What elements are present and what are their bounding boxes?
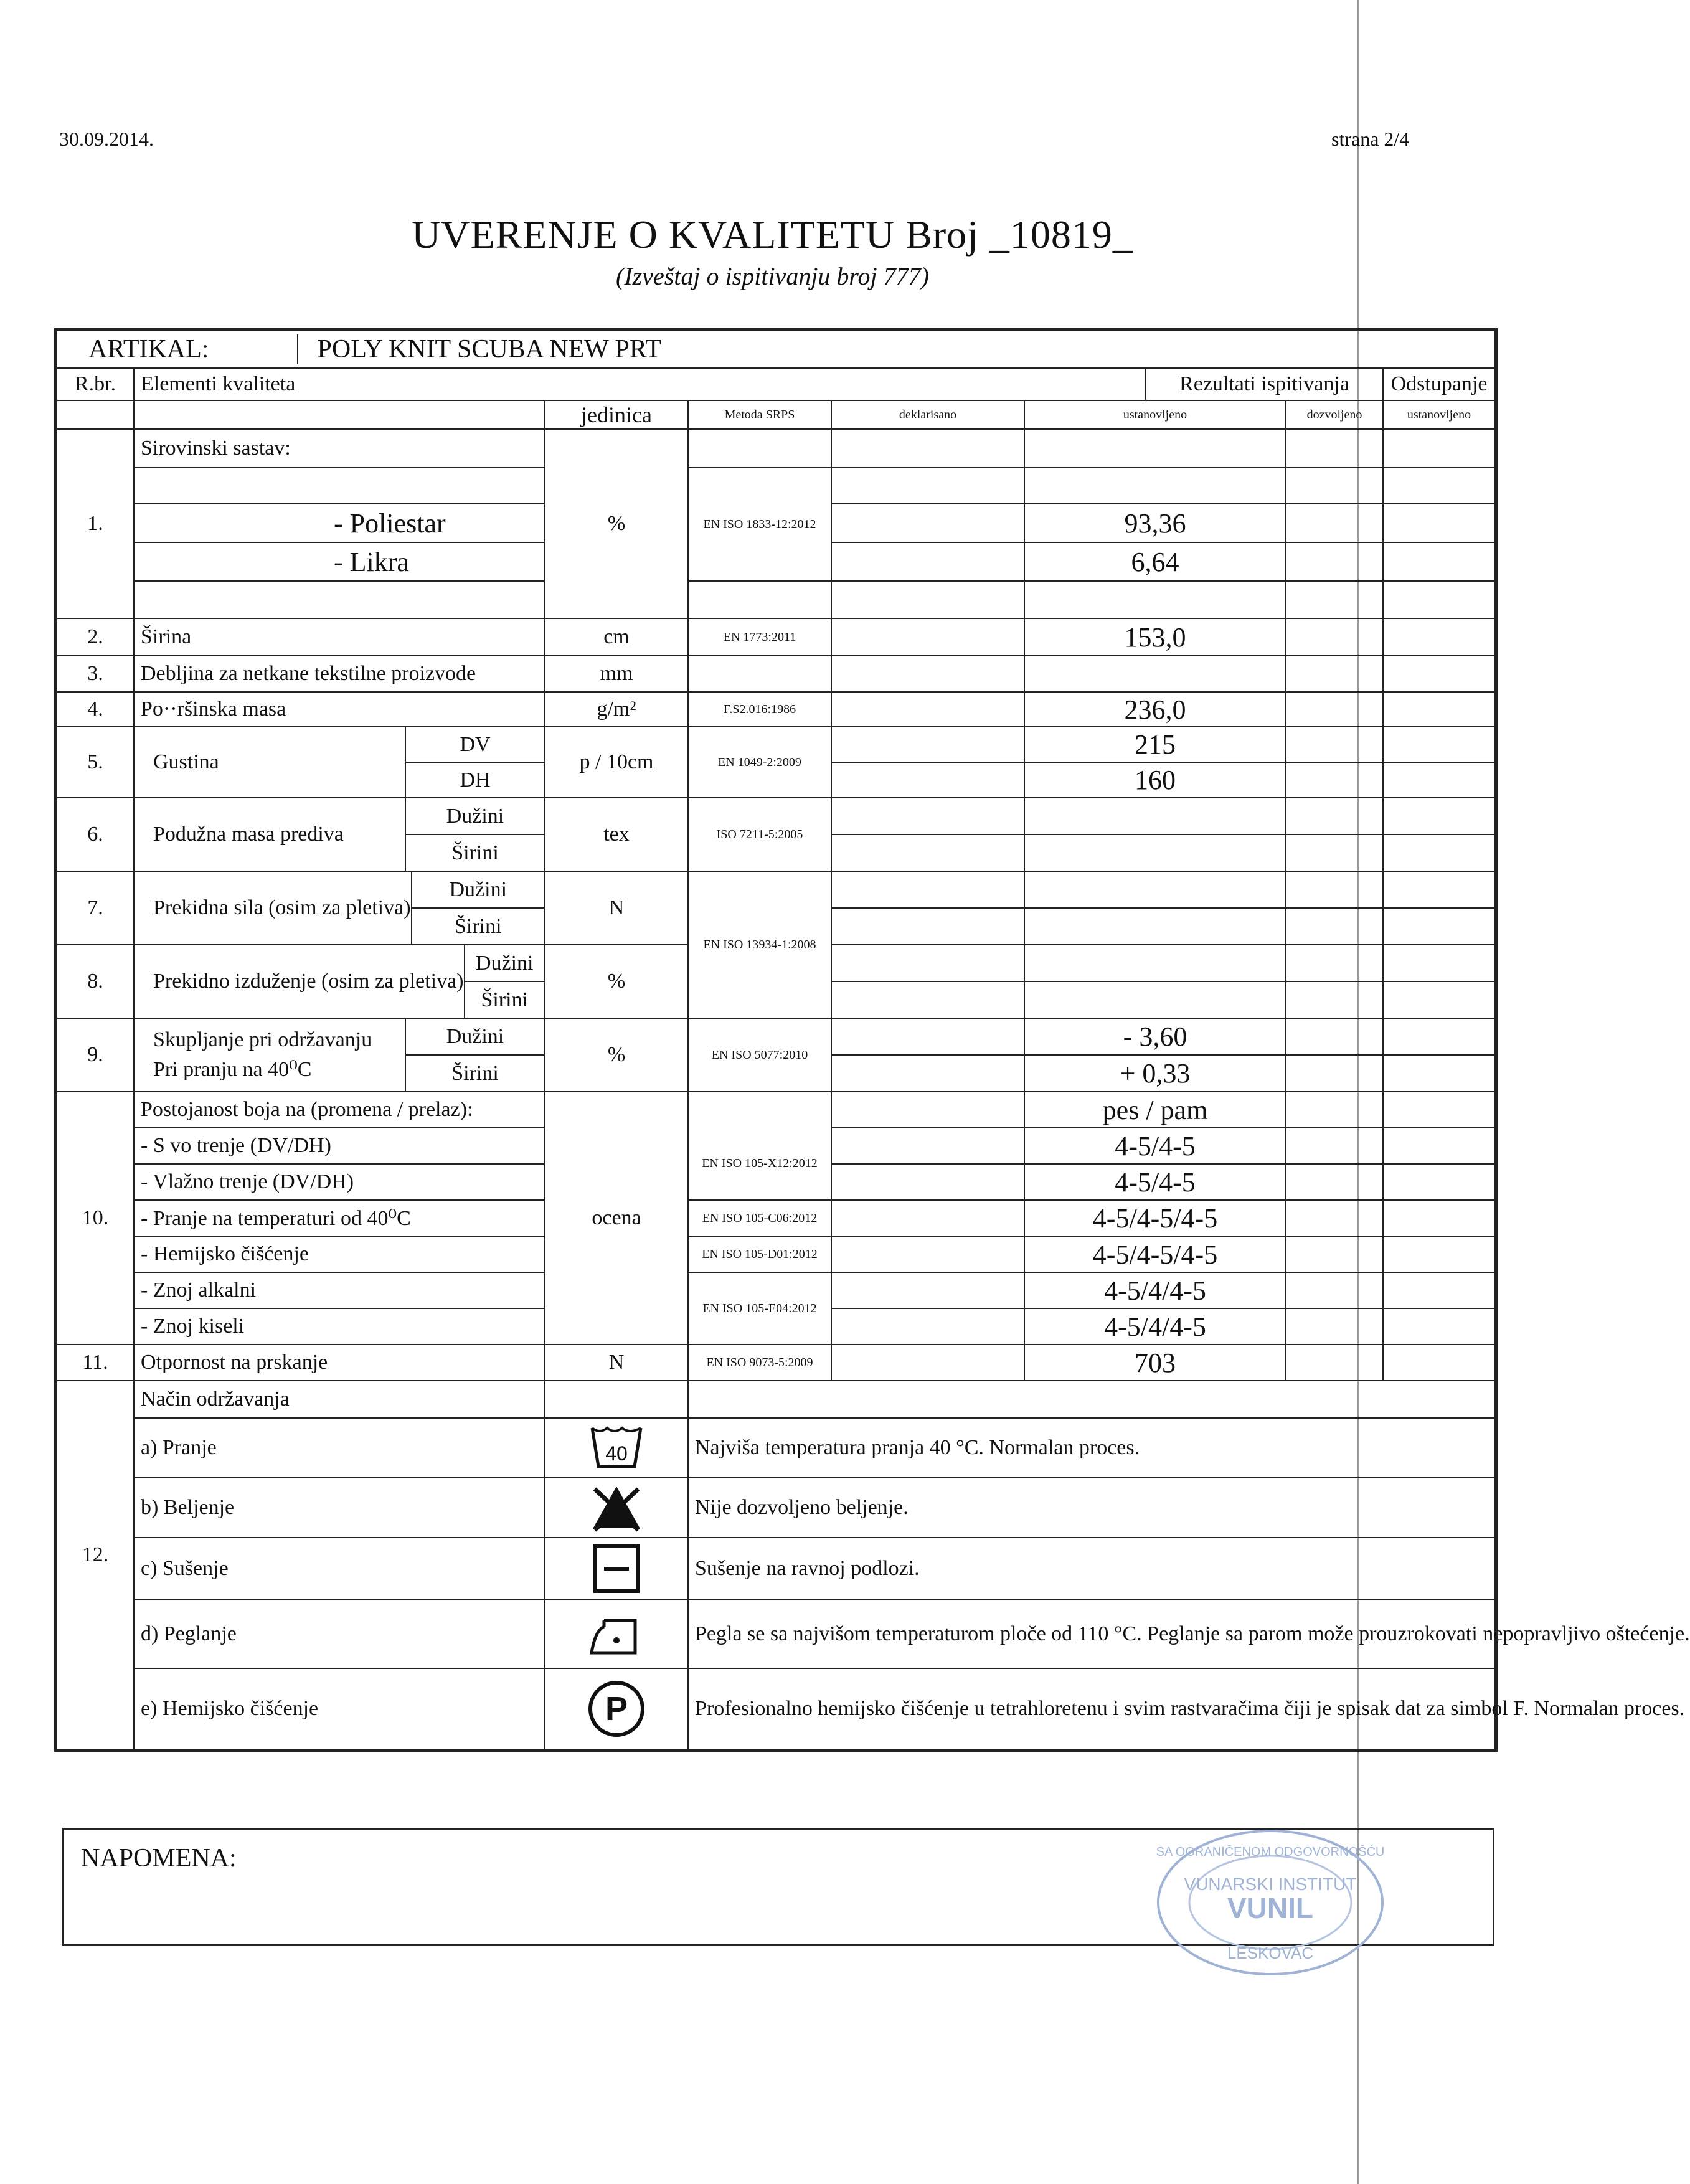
length-value: - 3,60 bbox=[1024, 1018, 1286, 1055]
row-number: 7. bbox=[57, 871, 134, 945]
svg-text:SA OGRANIČENOM ODGOVORNOŠĆU: SA OGRANIČENOM ODGOVORNOŠĆU bbox=[1156, 1845, 1385, 1859]
row-5-dv bbox=[57, 727, 1495, 762]
dry-clean-p-icon bbox=[587, 1679, 646, 1739]
care-description: Nije dozvoljeno beljenje. bbox=[688, 1478, 1495, 1538]
row-1-label bbox=[57, 429, 1495, 468]
item-label: - Pranje na temperaturi od 40⁰C bbox=[134, 1200, 545, 1236]
svg-text:P: P bbox=[605, 1690, 628, 1728]
method-cell: EN ISO 5077:2010 bbox=[688, 1018, 831, 1092]
item-label: - Hemijsko čišćenje bbox=[134, 1236, 545, 1272]
row-label: Postojanost boja na (promena / prelaz): bbox=[134, 1092, 545, 1128]
dh-value: 160 bbox=[1024, 762, 1286, 798]
care-description: Profesionalno hemijsko čišćenje u tetrahloretenu i svim rastvaračima čiji je spisak dat za simbol F. Normalan proces. bbox=[688, 1668, 1495, 1749]
quality-table bbox=[56, 330, 1690, 1750]
width-value: + 0,33 bbox=[1024, 1055, 1286, 1092]
svg-text:VUNIL: VUNIL bbox=[1227, 1892, 1313, 1924]
row-12-header bbox=[57, 1381, 1495, 1418]
allowed-header: dozvoljeno bbox=[1286, 400, 1383, 429]
established-header: ustanovljeno bbox=[1024, 400, 1286, 429]
institute-stamp bbox=[1152, 1825, 1389, 1980]
row-number: 4. bbox=[57, 692, 134, 727]
row-label: Prekidna sila (osim za pletiva) bbox=[153, 896, 411, 919]
row-number: 1. bbox=[57, 429, 134, 618]
article-name: POLY KNIT SCUBA NEW PRT bbox=[317, 335, 662, 364]
row-10-item bbox=[57, 1272, 1495, 1308]
care-description: Pegla se sa najvišom temperaturom ploče od 110 °C. Peglanje sa parom može prouzrokovati nepopravljivo oštećenje. bbox=[688, 1600, 1495, 1668]
row-label: Po··ršinska masa bbox=[134, 692, 545, 727]
header-row-2 bbox=[57, 400, 1495, 429]
width-label: Širini bbox=[451, 841, 499, 864]
row-10-header bbox=[57, 1092, 1495, 1128]
length-label: Dužini bbox=[406, 1019, 544, 1056]
item-label: - Znoj alkalni bbox=[134, 1272, 545, 1308]
length-label: Dužini bbox=[465, 945, 545, 982]
method-header: Metoda SRPS bbox=[688, 400, 831, 429]
item-value: 4-5/4-5/4-5 bbox=[1024, 1200, 1286, 1236]
unit-cell: g/m² bbox=[545, 692, 688, 727]
row-1-end bbox=[57, 581, 1495, 618]
page-number: strana 2/4 bbox=[1331, 128, 1410, 150]
method-cell: F.S2.016:1986 bbox=[688, 692, 831, 727]
rbr-header: R.br. bbox=[57, 368, 134, 400]
row-10-item bbox=[57, 1128, 1495, 1164]
item-label: - Znoj kiseli bbox=[134, 1308, 545, 1345]
document-subtitle: (Izveštaj o ispitivanju broj 777) bbox=[616, 262, 929, 290]
row-number: 8. bbox=[57, 945, 134, 1018]
row-number: 9. bbox=[57, 1018, 134, 1092]
method-cell: EN ISO 105-E04:2012 bbox=[688, 1272, 831, 1345]
row-number: 10. bbox=[57, 1092, 134, 1345]
item-value: 4-5/4-5 bbox=[1024, 1164, 1286, 1200]
article-row bbox=[57, 331, 1495, 368]
item-value: 4-5/4/4-5 bbox=[1024, 1272, 1286, 1308]
row-9-a bbox=[57, 1018, 1495, 1055]
value-cell: 703 bbox=[1024, 1345, 1286, 1381]
item-value: 4-5/4-5/4-5 bbox=[1024, 1236, 1286, 1272]
width-label: Širini bbox=[481, 988, 529, 1011]
row-label: Podužna masa prediva bbox=[153, 823, 344, 846]
care-label: c) Sušenje bbox=[134, 1538, 545, 1600]
unit-cell: % bbox=[545, 945, 688, 1018]
document-date: 30.09.2014. bbox=[59, 128, 154, 150]
item-label: - S vo trenje (DV/DH) bbox=[134, 1128, 545, 1164]
care-label: e) Hemijsko čišćenje bbox=[134, 1668, 545, 1749]
declared-header: deklarisano bbox=[831, 400, 1024, 429]
row-label: Širina bbox=[134, 618, 545, 656]
unit-cell: ocena bbox=[545, 1092, 688, 1345]
unit-cell: mm bbox=[545, 656, 688, 692]
article-label: ARTIKAL: bbox=[64, 334, 298, 364]
row-6-a bbox=[57, 798, 1495, 834]
row-10-item bbox=[57, 1200, 1495, 1236]
lycra-label: - Likra bbox=[134, 542, 545, 581]
row-1-blank bbox=[57, 468, 1495, 504]
lycra-value: 6,64 bbox=[1024, 542, 1286, 581]
method-cell: EN ISO 105-D01:2012 bbox=[688, 1236, 831, 1272]
care-label: d) Peglanje bbox=[134, 1600, 545, 1668]
iron-one-dot-icon bbox=[585, 1608, 648, 1660]
row-label: Gustina bbox=[153, 750, 219, 773]
care-item bbox=[57, 1418, 1495, 1478]
width-label: Širini bbox=[454, 914, 502, 938]
row-sublabel: Pri pranju na 40⁰C bbox=[153, 1058, 312, 1081]
dh-label: DH bbox=[460, 768, 491, 792]
method-cell: EN ISO 1833-12:2012 bbox=[688, 468, 831, 581]
length-label: Dužini bbox=[412, 872, 544, 909]
row-label: Sirovinski sastav: bbox=[134, 429, 545, 468]
unit-cell: % bbox=[545, 1018, 688, 1092]
method-cell: EN ISO 9073-5:2009 bbox=[688, 1345, 831, 1381]
flat-dry-icon bbox=[592, 1543, 641, 1595]
item-value: 4-5/4-5 bbox=[1024, 1128, 1286, 1164]
item-value: 4-5/4/4-5 bbox=[1024, 1308, 1286, 1345]
row-label: Prekidno izduženje (osim za pletiva) bbox=[153, 970, 464, 993]
fibre-header-value: pes / pam bbox=[1024, 1092, 1286, 1128]
row-number: 11. bbox=[57, 1345, 134, 1381]
unit-cell: tex bbox=[545, 798, 688, 871]
unit-cell: N bbox=[545, 871, 688, 945]
value-cell: 153,0 bbox=[1024, 618, 1286, 656]
row-label: Skupljanje pri održavanju bbox=[153, 1028, 372, 1051]
no-bleach-icon bbox=[588, 1483, 644, 1533]
row-2 bbox=[57, 618, 1495, 656]
item-label: - Vlažno trenje (DV/DH) bbox=[134, 1164, 545, 1200]
unit-cell: % bbox=[545, 429, 688, 618]
header-row-1 bbox=[57, 368, 1495, 400]
care-description: Sušenje na ravnoj podlozi. bbox=[688, 1538, 1495, 1600]
care-item bbox=[57, 1538, 1495, 1600]
row-label: Debljina za netkane tekstilne proizvode bbox=[134, 656, 545, 692]
deviation-header: Odstupanje bbox=[1383, 368, 1495, 400]
note-label: NAPOMENA: bbox=[81, 1844, 237, 1873]
row-number: 2. bbox=[57, 618, 134, 656]
row-4 bbox=[57, 692, 1495, 727]
row-number: 3. bbox=[57, 656, 134, 692]
established2-header: ustanovljeno bbox=[1383, 400, 1495, 429]
method-cell: EN ISO 13934-1:2008 bbox=[688, 871, 831, 1018]
row-11 bbox=[57, 1345, 1495, 1381]
dv-label: DV bbox=[406, 727, 544, 763]
unit-header: jedinica bbox=[545, 400, 688, 429]
row-number: 6. bbox=[57, 798, 134, 871]
method-cell: ISO 7211-5:2005 bbox=[688, 798, 831, 871]
value-cell: 236,0 bbox=[1024, 692, 1286, 727]
method-cell: EN ISO 105-C06:2012 bbox=[688, 1200, 831, 1236]
polyester-value: 93,36 bbox=[1024, 504, 1286, 542]
svg-text:VUNARSKI INSTITUT: VUNARSKI INSTITUT bbox=[1184, 1874, 1357, 1894]
row-label: Otpornost na prskanje bbox=[134, 1345, 545, 1381]
dv-value: 215 bbox=[1024, 727, 1286, 762]
care-label: a) Pranje bbox=[134, 1418, 545, 1478]
unit-cell: p / 10cm bbox=[545, 727, 688, 798]
wash-40-icon bbox=[588, 1423, 644, 1473]
elements-header: Elementi kvaliteta bbox=[134, 368, 1146, 400]
document-title: UVERENJE O KVALITETU Broj _10819_ bbox=[412, 212, 1133, 257]
care-label: b) Beljenje bbox=[134, 1478, 545, 1538]
row-number: 5. bbox=[57, 727, 134, 798]
care-item bbox=[57, 1478, 1495, 1538]
method-cell: EN 1049-2:2009 bbox=[688, 727, 831, 798]
care-item bbox=[57, 1600, 1495, 1668]
length-label: Dužini bbox=[406, 798, 544, 835]
width-label: Širini bbox=[451, 1061, 499, 1085]
row-label: Način održavanja bbox=[134, 1381, 545, 1418]
method-cell: EN 1773:2011 bbox=[688, 618, 831, 656]
method-cell: EN ISO 105-X12:2012 bbox=[688, 1128, 831, 1200]
row-10-item bbox=[57, 1236, 1495, 1272]
polyester-label: - Poliestar bbox=[134, 504, 545, 542]
svg-text:40: 40 bbox=[605, 1442, 628, 1465]
unit-cell: N bbox=[545, 1345, 688, 1381]
care-item bbox=[57, 1668, 1495, 1749]
results-header: Rezultati ispitivanja bbox=[1146, 368, 1383, 400]
care-description: Najviša temperatura pranja 40 °C. Normalan proces. bbox=[688, 1418, 1495, 1478]
row-3 bbox=[57, 656, 1495, 692]
svg-text:LESKOVAC: LESKOVAC bbox=[1227, 1944, 1314, 1962]
row-7-a bbox=[57, 871, 1495, 908]
unit-cell: cm bbox=[545, 618, 688, 656]
row-number: 12. bbox=[57, 1381, 134, 1749]
